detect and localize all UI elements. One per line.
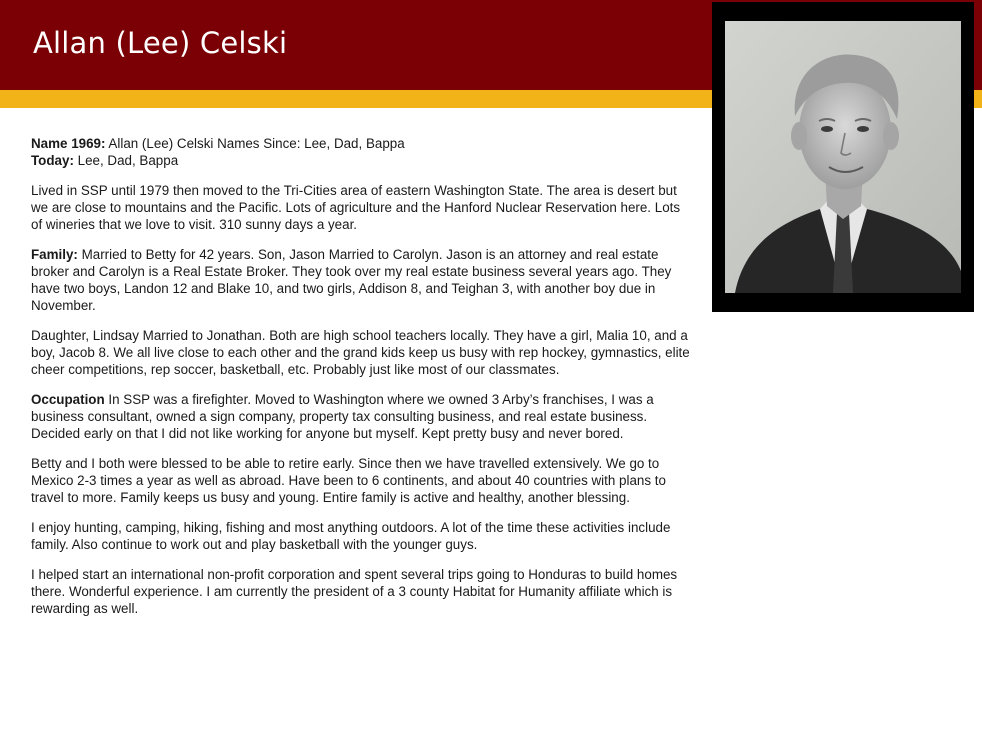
page-title: Allan (Lee) Celski <box>33 26 288 60</box>
lived-paragraph: Lived in SSP until 1979 then moved to the Tri-Cities area of eastern Washington State. The area is desert but we are close to mountains and the Pacific. Lots of agriculture and the Hanford Nuclear Reservation here. Lots of wineries that we love to visit. 310 sunny days a year. <box>31 182 681 233</box>
nonprofit-paragraph: I helped start an international non-profit corporation and spent several trips going to Honduras to build homes there. Wonderful experience. I am currently the president of a 3 county Habitat for Humanity affiliate which is rewarding as well. <box>31 566 678 617</box>
names-paragraph <box>31 135 691 169</box>
bio-content <box>31 135 691 630</box>
occupation-paragraph <box>31 391 691 443</box>
portrait-frame <box>712 2 974 312</box>
family-paragraph <box>31 246 691 315</box>
family-text: Married to Betty for 42 years. Son, Jason Married to Carolyn. Jason is an attorney and real estate broker and Carolyn is a Real Estate Broker. They took over my real estate business several years ago. They have two boys, Landon 12 and Blake 10, and two girls, Addison 8, and Teighan 3, with another boy due in November. <box>31 246 672 314</box>
today-value: Lee, Dad, Bappa <box>73 153 179 169</box>
daughter-paragraph: Daughter, Lindsay Married to Jonathan. Both are high school teachers locally. They have a girl, Malia 10, and a boy, Jacob 8. We all live close to each other and the grand kids keep us busy with rep hockey, gymnastics, elite cheer competitions, rep soccer, basketball, etc. Probably just like most of our classmates. <box>31 328 690 378</box>
today-label: Today: <box>31 153 74 169</box>
family-label: Family: <box>31 246 78 262</box>
retire-paragraph: Betty and I both were blessed to be able to retire early. Since then we have travelled extensively. We go to Mexico 2-3 times a year as well as abroad. Have been to 6 continents, and about 40 countries with plans to travel to more. Family keeps us busy and young. Entire family is active and healthy, another blessing. <box>31 456 666 506</box>
occupation-text: In SSP was a firefighter. Moved to Washington where we owned 3 Arby’s franchises, I was a business consultant, owned a sign company, property tax consulting business, and real estate business. Decided early on that I did not like working for anyone but myself. Kept pretty busy and never bored. <box>31 392 654 442</box>
person-portrait-photo-icon <box>725 21 961 293</box>
occupation-label: Occupation <box>31 392 105 407</box>
name-1969-value: Allan (Lee) Celski Names Since: Lee, Dad, Bappa <box>105 136 405 151</box>
hobbies-paragraph: I enjoy hunting, camping, hiking, fishing and most anything outdoors. A lot of the time these activities include family. Also continue to work out and play basketball with the younger guys. <box>31 520 671 553</box>
name-1969-label: Name 1969: <box>31 136 106 151</box>
